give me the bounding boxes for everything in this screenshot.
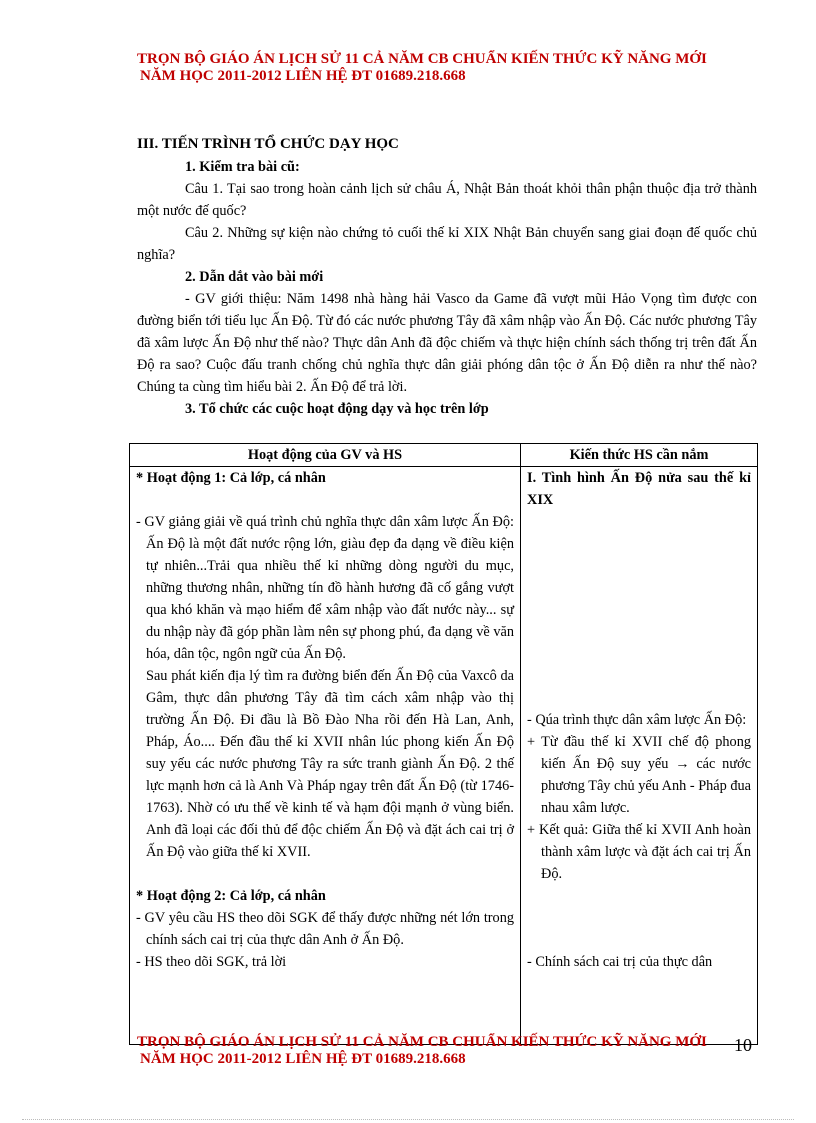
col-header-knowledge: Kiến thức HS cần nắm xyxy=(521,444,758,467)
left-paragraph-4: - HS theo dõi SGK, trả lời xyxy=(136,954,287,970)
left-paragraph-3: - GV yêu cầu HS theo dõi SGK để thấy được những nét lớn trong chính sách cai trị của thực dân Anh ở Ấn Độ. xyxy=(136,910,514,948)
subsection-2-title: 2. Dẫn dắt vào bài mới xyxy=(185,269,324,285)
footer-line2: NĂM HỌC 2011-2012 LIÊN HỆ ĐT 01689.218.668 xyxy=(140,1051,466,1067)
question-2: Câu 2. Những sự kiện nào chứng tỏ cuối thế kỉ XIX Nhật Bản chuyển sang giai đoạn đế quốc chủ nghĩa? xyxy=(137,225,757,263)
left-paragraph-2: Sau phát kiến địa lý tìm ra đường biển đến Ấn Độ của Vaxcô da Gâm, thực dân phương Tây đã tìm cách xâm nhập vào thị trường Ấn Độ. Đi đầu là Bồ Đào Nha rồi đến Hà Lan, Anh, Pháp, Áo.... Đến đầu thế kỉ XVII nhân lúc phong kiến Ấn Độ suy yếu các nước phương Tây ra sức tranh giành Ấn Độ. 2 thế lực mạnh hơn cả là Anh Và Pháp ngay trên đất Ấn Độ (từ 1746-1763). Nhờ có ưu thế về kinh tế và hạm đội mạnh ở vùng biển. Anh đã loại các đối thủ để độc chiếm Ấn Độ và đặt ách cai trị ở Ấn Độ vào giữa thế kỉ XVII. xyxy=(146,668,514,860)
document-body xyxy=(137,133,757,420)
page-number: 10 xyxy=(734,1035,752,1055)
footer-banner xyxy=(137,1035,737,1067)
right-heading-1: I. Tình hình Ấn Độ nửa sau thế kỉ XIX xyxy=(527,470,751,508)
right-bullet-1: - Qúa trình thực dân xâm lược Ấn Độ: xyxy=(527,712,747,728)
header-line1: TRỌN BỘ GIÁO ÁN LỊCH SỬ 11 CẢ NĂM CB CHUẨN KIẾN THỨC KỸ NĂNG MỚI xyxy=(137,51,707,67)
right-bullet-3: + Kết quả: Giữa thế kỉ XVII Anh hoàn thành xâm lược và đặt ách cai trị Ấn Độ. xyxy=(527,822,751,882)
footer-line1: TRỌN BỘ GIÁO ÁN LỊCH SỬ 11 CẢ NĂM CB CHUẨN KIẾN THỨC KỸ NĂNG MỚI xyxy=(137,1034,707,1050)
subsection-3-title: 3. Tổ chức các cuộc hoạt động dạy và học trên lớp xyxy=(185,401,489,417)
subsection-1-title: 1. Kiểm tra bài cũ: xyxy=(185,159,300,175)
activity-1-title: * Hoạt động 1: Cả lớp, cá nhân xyxy=(136,470,326,486)
right-cell xyxy=(521,467,758,1045)
left-paragraph-1: - GV giảng giải về quá trình chủ nghĩa thực dân xâm lược Ấn Độ: Ấn Độ là một đất nước rộng lớn, giàu đẹp đa dạng về điều kiện tự nhiên...Trải qua nhiều thế kỉ những dòng người du mục, những thương nhân, những tín đồ hành hương đã cố gắng vượt qua khó khăn và mạo hiểm để xâm nhập vào đất nước này... sự du nhập này đã góp phần làm nên sự phong phú, đa dạng về văn hóa, dân tộc, ngôn ngữ của Ấn Độ. xyxy=(136,514,514,662)
section-title: III. TIẾN TRÌNH TỔ CHỨC DẠY HỌC xyxy=(137,136,399,152)
header-line2: NĂM HỌC 2011-2012 LIÊN HỆ ĐT 01689.218.668 xyxy=(140,68,466,84)
activity-2-title: * Hoạt động 2: Cả lớp, cá nhân xyxy=(136,888,326,904)
page-divider xyxy=(22,1119,794,1120)
left-cell xyxy=(130,467,521,1045)
question-1: Câu 1. Tại sao trong hoàn cảnh lịch sử châu Á, Nhật Bản thoát khỏi thân phận thuộc địa trở thành một nước đế quốc? xyxy=(137,181,757,219)
right-bullet-4: - Chính sách cai trị của thực dân xyxy=(527,954,713,970)
col-header-activities: Hoạt động của GV và HS xyxy=(130,444,521,467)
right-bullet-2: + Từ đầu thế kỉ XVII chế độ phong kiến Ấn Độ suy yếu → các nước phương Tây chủ yếu Anh - Pháp đua nhau xâm lược. xyxy=(527,734,752,816)
activity-table xyxy=(129,443,758,1045)
intro-paragraph: - GV giới thiệu: Năm 1498 nhà hàng hải Vasco da Game đã vượt mũi Hảo Vọng tìm được con đường biển tới tiểu lục Ấn Độ. Từ đó các nước phương Tây đã xâm nhập vào Ấn Độ. Các nước phương Tây đã xâm lược Ấn Độ như thế nào? Thực dân Anh đã độc chiếm và thực hiện chính sách thống trị trên đất Ấn Độ ra sao? Cuộc đấu tranh chống chủ nghĩa thực dân giải phóng dân tộc ở Ấn Độ diễn ra như thế nào? Chúng ta cùng tìm hiểu bài 2. Ấn Độ để trả lời. xyxy=(137,291,757,395)
header-top xyxy=(137,52,737,84)
